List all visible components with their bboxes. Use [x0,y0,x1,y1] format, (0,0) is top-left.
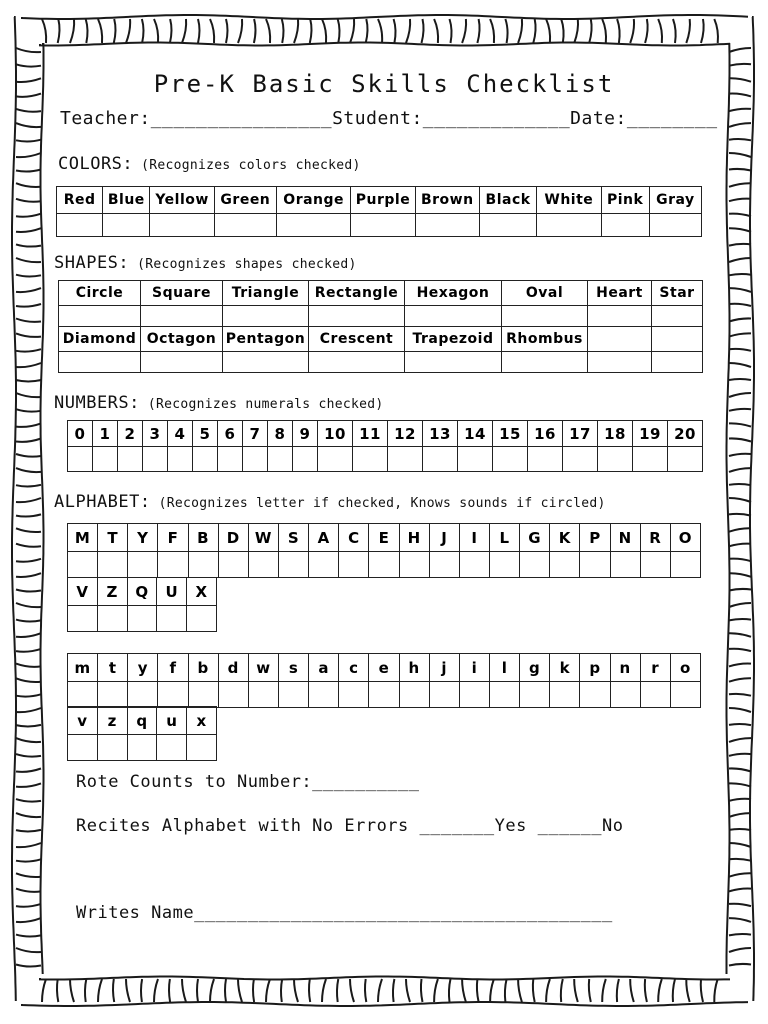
lowercase-letter-check-box[interactable] [670,682,700,708]
color-check-box[interactable] [537,214,601,237]
shape-check-box[interactable] [223,352,309,373]
lowercase-letter-check-box[interactable] [520,682,550,708]
lowercase-letter-check-box[interactable] [188,682,218,708]
lowercase-letter-label: g [520,654,550,682]
uppercase-letter-check-box[interactable] [610,552,640,578]
shape-check-box[interactable] [588,306,652,327]
alphabet-heading [54,492,606,512]
lowercase-letter-label: h [399,654,429,682]
numeral-label: 5 [193,421,218,447]
numeral-label: 15 [493,421,528,447]
uppercase-letter-label: G [520,524,550,552]
uppercase-letter-check-box[interactable] [248,552,278,578]
numeral-check-box[interactable] [668,447,703,472]
uppercase-letter-check-box[interactable] [128,552,158,578]
uppercase-letter-check-box[interactable] [97,606,127,632]
lowercase-letter-label: m [68,654,98,682]
uppercase-letter-label: E [369,524,399,552]
lowercase-letter-check-box[interactable] [489,682,519,708]
rote-counts-line[interactable]: Rote Counts to Number:__________ [76,772,420,792]
color-label: Yellow [150,187,214,214]
date-field[interactable]: Date:________ [570,108,718,129]
shape-label: Hexagon [405,281,502,306]
shape-label: Triangle [223,281,309,306]
lowercase-letter-label: i [459,654,489,682]
numeral-label: 1 [93,421,118,447]
uppercase-table-row1 [67,523,701,578]
numeral-check-box[interactable] [528,447,563,472]
numeral-check-box[interactable] [218,447,243,472]
shapes-note: (Recognizes shapes checked) [137,257,357,272]
lowercase-letter-check-box[interactable] [157,735,187,761]
uppercase-letter-label: U [157,578,187,606]
numeral-label: 17 [563,421,598,447]
uppercase-letter-check-box[interactable] [459,552,489,578]
lowercase-letter-check-box[interactable] [640,682,670,708]
uppercase-letter-check-box[interactable] [520,552,550,578]
teacher-field[interactable]: Teacher:________________ [60,108,333,129]
uppercase-letter-label: B [188,524,218,552]
lowercase-letter-check-box[interactable] [248,682,278,708]
lowercase-letter-check-box[interactable] [158,682,188,708]
color-label: Black [479,187,536,214]
uppercase-letter-label: F [158,524,188,552]
numeral-label: 7 [243,421,268,447]
uppercase-letter-label: R [640,524,670,552]
student-field[interactable]: Student:_____________ [332,108,571,129]
recites-alphabet-line[interactable]: Recites Alphabet with No Errors _______Yes ______No [76,816,624,836]
lowercase-letter-label: s [278,654,308,682]
numeral-label: 14 [458,421,493,447]
shape-check-box[interactable] [59,352,141,373]
lowercase-letter-check-box[interactable] [429,682,459,708]
numeral-check-box[interactable] [563,447,598,472]
lowercase-letter-check-box[interactable] [369,682,399,708]
uppercase-letter-label: S [278,524,308,552]
uppercase-letter-label: N [610,524,640,552]
shape-check-box[interactable] [405,352,502,373]
uppercase-letter-check-box[interactable] [218,552,248,578]
shape-label: Rhombus [502,327,588,352]
lowercase-table-row2 [67,706,217,761]
uppercase-letter-label: I [459,524,489,552]
lowercase-letter-label: x [187,707,217,735]
numeral-check-box[interactable] [423,447,458,472]
shape-label: Circle [59,281,141,306]
lowercase-letter-check-box[interactable] [68,735,98,761]
numeral-check-box[interactable] [293,447,318,472]
uppercase-letter-label: C [339,524,369,552]
lowercase-letter-label: z [97,707,127,735]
color-check-box[interactable] [214,214,276,237]
numeral-label: 9 [293,421,318,447]
color-label: Blue [103,187,150,214]
uppercase-letter-check-box[interactable] [187,606,217,632]
lowercase-letter-check-box[interactable] [128,682,158,708]
lowercase-letter-label: v [68,707,98,735]
numeral-label: 2 [118,421,143,447]
numeral-label: 20 [668,421,703,447]
shape-label: Trapezoid [405,327,502,352]
uppercase-letter-label: X [187,578,217,606]
lowercase-letter-check-box[interactable] [187,735,217,761]
lowercase-letter-check-box[interactable] [610,682,640,708]
alphabet-label: ALPHABET: [54,492,151,512]
lowercase-letter-check-box[interactable] [399,682,429,708]
numeral-label: 18 [598,421,633,447]
shape-label [652,327,703,352]
shape-check-box[interactable] [309,352,405,373]
uppercase-letter-check-box[interactable] [429,552,459,578]
shape-check-box[interactable] [652,352,703,373]
shapes-table [58,280,703,373]
lowercase-letter-check-box[interactable] [309,682,339,708]
shape-check-box[interactable] [502,352,588,373]
uppercase-letter-check-box[interactable] [580,552,610,578]
shape-check-box[interactable] [502,306,588,327]
lowercase-letter-check-box[interactable] [459,682,489,708]
numeral-check-box[interactable] [353,447,388,472]
color-label: Orange [277,187,351,214]
uppercase-letter-label: H [399,524,429,552]
shape-label: Oval [502,281,588,306]
numeral-label: 12 [388,421,423,447]
uppercase-letter-label: T [98,524,128,552]
color-check-box[interactable] [649,214,701,237]
uppercase-letter-check-box[interactable] [157,606,187,632]
numeral-check-box[interactable] [143,447,168,472]
color-check-box[interactable] [351,214,415,237]
uppercase-letter-check-box[interactable] [489,552,519,578]
shape-label: Crescent [309,327,405,352]
numeral-check-box[interactable] [633,447,668,472]
uppercase-letter-check-box[interactable] [127,606,157,632]
lowercase-letter-label: c [339,654,369,682]
colors-label: COLORS: [58,154,134,174]
uppercase-letter-label: W [248,524,278,552]
uppercase-letter-label: A [309,524,339,552]
uppercase-letter-label: K [550,524,580,552]
shape-check-box[interactable] [223,306,309,327]
uppercase-letter-label: Y [128,524,158,552]
shape-label: Heart [588,281,652,306]
numeral-label: 11 [353,421,388,447]
numeral-check-box[interactable] [243,447,268,472]
numeral-check-box[interactable] [268,447,293,472]
numbers-note: (Recognizes numerals checked) [147,397,384,412]
lowercase-letter-label: t [98,654,128,682]
uppercase-letter-check-box[interactable] [640,552,670,578]
uppercase-letter-check-box[interactable] [98,552,128,578]
lowercase-letter-check-box[interactable] [98,682,128,708]
numeral-label: 13 [423,421,458,447]
numeral-label: 10 [318,421,353,447]
lowercase-letter-label: w [248,654,278,682]
shape-check-box[interactable] [588,352,652,373]
uppercase-letter-check-box[interactable] [309,552,339,578]
uppercase-table-row2 [67,577,217,632]
numeral-label: 19 [633,421,668,447]
uppercase-letter-label: O [670,524,700,552]
numeral-check-box[interactable] [318,447,353,472]
lowercase-letter-label: a [309,654,339,682]
uppercase-letter-check-box[interactable] [68,552,98,578]
shape-label [588,327,652,352]
lowercase-letter-label: n [610,654,640,682]
uppercase-letter-check-box[interactable] [158,552,188,578]
page-title: Pre-K Basic Skills Checklist [153,70,615,98]
shape-check-box[interactable] [405,306,502,327]
color-check-box[interactable] [150,214,214,237]
numbers-table [67,420,703,472]
lowercase-letter-label: l [489,654,519,682]
color-label: Pink [601,187,649,214]
lowercase-letter-check-box[interactable] [550,682,580,708]
color-check-box[interactable] [103,214,150,237]
numeral-check-box[interactable] [193,447,218,472]
lowercase-letter-label: e [369,654,399,682]
uppercase-letter-label: P [580,524,610,552]
writes-name-line[interactable]: Writes Name_______________________________________ [76,903,613,923]
shapes-label: SHAPES: [54,253,130,273]
color-label: Green [214,187,276,214]
numeral-label: 3 [143,421,168,447]
numeral-check-box[interactable] [388,447,423,472]
uppercase-letter-label: Q [127,578,157,606]
lowercase-letter-label: y [128,654,158,682]
lowercase-letter-label: r [640,654,670,682]
shape-check-box[interactable] [141,352,223,373]
numbers-heading [54,393,384,413]
uppercase-letter-label: J [429,524,459,552]
numbers-label: NUMBERS: [54,393,140,413]
shape-check-box[interactable] [141,306,223,327]
shape-check-box[interactable] [652,306,703,327]
color-check-box[interactable] [57,214,103,237]
lowercase-letter-check-box[interactable] [278,682,308,708]
alphabet-note: (Recognizes letter if checked, Knows sounds if circled) [158,496,606,511]
numeral-check-box[interactable] [93,447,118,472]
uppercase-letter-label: Z [97,578,127,606]
lowercase-letter-label: o [670,654,700,682]
color-check-box[interactable] [277,214,351,237]
numeral-check-box[interactable] [458,447,493,472]
uppercase-letter-check-box[interactable] [369,552,399,578]
shape-label: Pentagon [223,327,309,352]
colors-heading [58,154,361,174]
colors-table [56,186,702,237]
uppercase-letter-label: V [68,578,98,606]
uppercase-letter-check-box[interactable] [550,552,580,578]
numeral-check-box[interactable] [168,447,193,472]
lowercase-letter-label: d [218,654,248,682]
color-label: Gray [649,187,701,214]
color-label: White [537,187,601,214]
shape-label: Rectangle [309,281,405,306]
uppercase-letter-label: L [489,524,519,552]
numeral-check-box[interactable] [68,447,93,472]
lowercase-table-row1 [67,653,701,708]
colors-note: (Recognizes colors checked) [141,158,361,173]
uppercase-letter-check-box[interactable] [399,552,429,578]
lowercase-letter-label: u [157,707,187,735]
shape-label: Square [141,281,223,306]
numeral-label: 8 [268,421,293,447]
uppercase-letter-check-box[interactable] [278,552,308,578]
uppercase-letter-label: D [218,524,248,552]
shape-label: Octagon [141,327,223,352]
color-check-box[interactable] [601,214,649,237]
numeral-label: 0 [68,421,93,447]
numeral-label: 4 [168,421,193,447]
numeral-label: 16 [528,421,563,447]
lowercase-letter-check-box[interactable] [127,735,157,761]
color-check-box[interactable] [479,214,536,237]
shapes-heading [54,253,357,273]
lowercase-letter-label: f [158,654,188,682]
color-check-box[interactable] [415,214,479,237]
uppercase-letter-check-box[interactable] [670,552,700,578]
lowercase-letter-label: b [188,654,218,682]
shape-check-box[interactable] [59,306,141,327]
shape-label: Diamond [59,327,141,352]
lowercase-letter-check-box[interactable] [68,682,98,708]
header-fields [60,108,718,129]
lowercase-letter-label: q [127,707,157,735]
lowercase-letter-check-box[interactable] [97,735,127,761]
color-label: Brown [415,187,479,214]
lowercase-letter-label: k [550,654,580,682]
uppercase-letter-check-box[interactable] [188,552,218,578]
uppercase-letter-check-box[interactable] [68,606,98,632]
uppercase-letter-check-box[interactable] [339,552,369,578]
lowercase-letter-check-box[interactable] [339,682,369,708]
color-label: Red [57,187,103,214]
shape-check-box[interactable] [309,306,405,327]
numeral-label: 6 [218,421,243,447]
uppercase-letter-label: M [68,524,98,552]
numeral-check-box[interactable] [493,447,528,472]
lowercase-letter-label: p [580,654,610,682]
lowercase-letter-label: j [429,654,459,682]
numeral-check-box[interactable] [598,447,633,472]
color-label: Purple [351,187,415,214]
shape-label: Star [652,281,703,306]
lowercase-letter-check-box[interactable] [218,682,248,708]
lowercase-letter-check-box[interactable] [580,682,610,708]
numeral-check-box[interactable] [118,447,143,472]
